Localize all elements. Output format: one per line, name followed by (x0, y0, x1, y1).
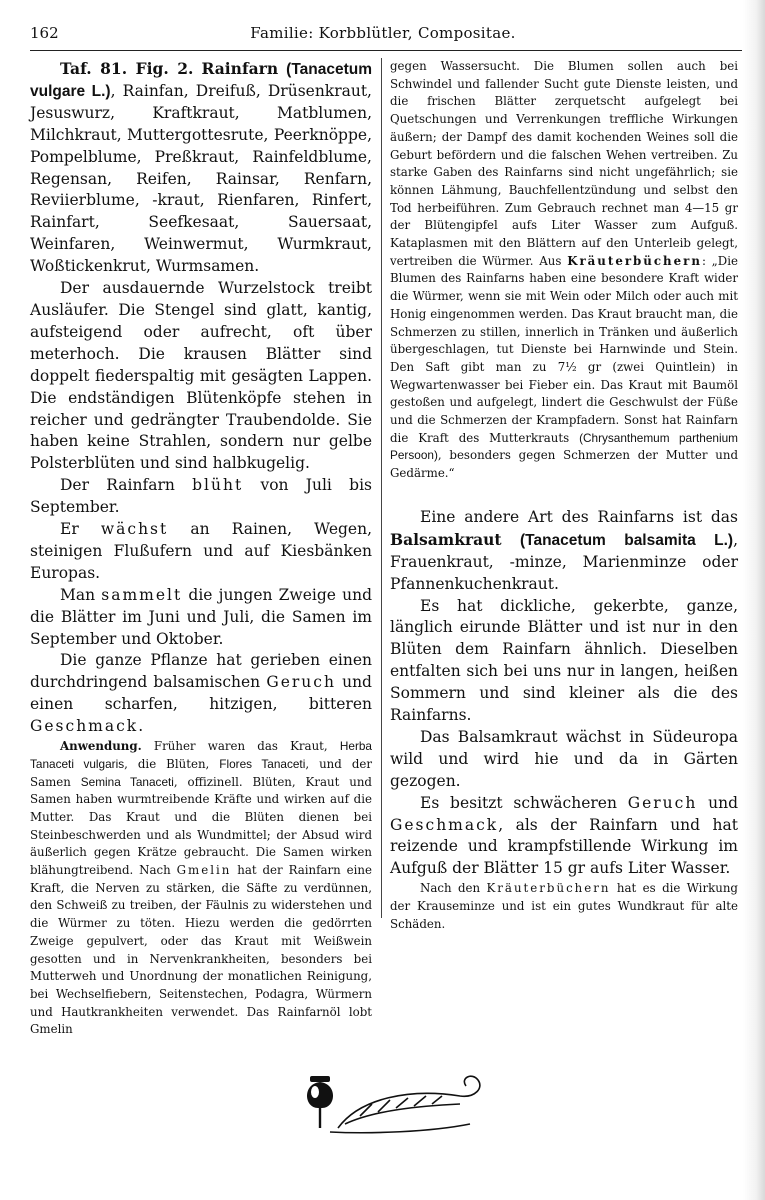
taste-keyword: Geschmack (30, 717, 139, 736)
page-number: 162 (30, 24, 59, 42)
plate-reference: Taf. 81. Fig. 2. (60, 59, 194, 78)
herbal-books-keyword: Kräuterbüchern (567, 253, 702, 268)
usage-continued-paragraph: gegen Wassersucht. Die Blumen sollen auch bei Schwindel und fallender Sucht gute Dienste leisten, und die frischen Blätter zerquetscht aufgelegt bei Quetschungen und Verrenkungen treffliche Wirkungen äußern; der Dampf des damit kochenden Weines soll die Geburt befördern und die falschen Wehen vertreiben. Zu starke Gaben des Rainfarns sind nicht ungefährlich; sie können Lähmung, Bauchfellentzündung und selbst den Tod herbeiführen. Zum Gebrauch rechnet man 4—15 gr der Blütengipfel aufs Liter Wasser zum Aufguß. Kataplasmen mit den Blättern auf den Unterleib gelegt, vertreiben die Würmer. Aus Kräuterbüchern: „Die Blumen des Rainfarns haben eine besondere Kraft wider die Würmer, wenn sie mit Wein oder Milch oder auch mit Honig eingenommen werden. Das Kraut braucht man, die Schmerzen zu stillen, innerlich in Tränken und äußerlich übergeschlagen, tut Dienste bei Harnwinde und Stein. Den Saft gibt man zu 7½ gr (zwei Quintlein) in Wegwartenwasser bei Fieber ein. Das Kraut mit Baumöl gestoßen und aufgelegt, lindert die Geschwulst der Füße und die Schmerzen der Krampfadern. Sonst hat Rainfarn die Kraft des Mutterkrauts (Chrysanthemum parthenium Persoon), besonders gegen Schmerzen der Mutter und Gedärme.“ (390, 59, 738, 481)
leaf-scroll-curl (338, 1076, 480, 1128)
plant-name: Rainfarn (201, 59, 279, 78)
balsamkraut-intro-paragraph: Eine andere Art des Rainfarns ist das Balsamkraut (Tanacetum balsamita L.), Frauenkraut, -minze, Marienminze oder Pfannenkuchenkraut. (390, 507, 738, 593)
balsamkraut-habitat-paragraph: Das Balsamkraut wächst in Südeuropa wild und wird hie und da in Gärten gezogen. (390, 727, 738, 790)
page-edge-shadow (743, 0, 765, 1200)
balsamkraut-description-paragraph: Es hat dickliche, gekerbte, ganze, länglich eirunde Blätter und ist nur in den Blüten dem Rainfarn ähnlich. Dieselben entfalten sich bei uns nur in langen, heißen Sommern und sind kleiner als die des Rainfarns. (390, 596, 738, 725)
usage-label: Anwendung. (60, 739, 142, 754)
habitat-paragraph: Er wächst an Rainen, Wegen, steinigen Flußufern und auf Kiesbänken Europas. (30, 520, 373, 582)
header-rule (30, 50, 742, 51)
habitat-keyword: wächst (100, 520, 169, 539)
flowering-keyword: blüht (192, 476, 244, 495)
page-header (30, 22, 736, 48)
synonym-list: , Rainfan, Dreifuß, Drüsenkraut, Jesuswurz, Kraftkraut, Matblumen, Milchkraut, Muttergottesrute, Peerknöppe, Pompelblume, Preßkraut, Rainfeldblume, Regensan, Reifen, Rainsar, Renfarn, Reviierblume, -kraut, Rienfaren, Rinfert, Rainfart, Seefkesaat, Sauersaat, Weinfaren, Weinwermut, Wurmkraut, Woßtickenkrut, Wurmsamen. (30, 81, 372, 276)
poppy-pod-icon (307, 1076, 333, 1128)
herbal-books-keyword-2: Kräuterbüchern (486, 881, 611, 896)
right-column (390, 58, 738, 933)
ornament-baseline (330, 1124, 470, 1133)
smell-keyword-2: Geruch (627, 793, 698, 812)
balsamkraut-name: Balsamkraut (390, 529, 502, 549)
flowering-paragraph: Der Rainfarn blüht von Juli bis September. (30, 476, 372, 517)
entry-heading (30, 58, 372, 278)
left-column (30, 58, 372, 1039)
usage-paragraph: Anwendung. Früher waren das Kraut, Herba Tanaceti vulgaris, die Blüten, Flores Tanaceti, und der Samen Semina Tanaceti, offizinell. Blüten, Kraut und Samen haben wurmtreibende Kräfte und wirken auf die Mutter. Das Kraut und die Blüten dienen bei Steinbeschwerden und als Wundmittel; der Absud wird äußerlich gegen Krätze gebraucht. Die Samen wirken blähungtreibend. Nach Gmelin hat der Rainfarn eine Kraft, die Nerven zu stärken, die Säfte zu verdünnen, den Schweiß zu treiben, der Fäulnis zu widerstehen und die Würmer zu töten. Hiezu werden die gedörrten Zweige gepulvert, oder das Kraut mit Weißwein gesotten und in Nervenkrankheiten, besonders bei Mutterweh und Unordnung der monatlichen Reinigung, bei Wechselfiebern, Seitenstechen, Podagra, Würmern und Hautkrankheiten verwendet. Das Rainfarnöl lobt Gmelin (30, 739, 372, 1037)
description-paragraph: Der ausdauernde Wurzelstock treibt Ausläufer. Die Stengel sind glatt, kantig, aufsteigend oder aufrecht, oft über meterhoch. Die krausen Blätter sind doppelt fiederspaltig mit gesägten Lappen. Die endständigen Blütenköpfe stehen in reicher und gedrängter Traubendolde. Sie haben keine Strahlen, sondern nur gelbe Polsterblüten und sind halbkugelig. (30, 279, 372, 473)
running-title: Familie: Korbblütler, Compositae. (250, 24, 516, 42)
author-gmelin: Gmelin (176, 863, 232, 878)
latin-chrysanthemum: (Chrysanthemum parthenium Persoon) (390, 430, 738, 463)
collection-paragraph: Man sammelt die jungen Zweige und die Blätter im Juni und Juli, die Samen im September und Oktober. (30, 585, 372, 648)
smell-taste-paragraph: Die ganze Pflanze hat gerieben einen durchdringend balsamischen Geruch und einen scharfen, hitzigen, bitteren Geschmack. (30, 651, 372, 736)
collection-keyword: sammelt (101, 585, 183, 604)
taste-keyword-2: Geschmack (390, 815, 499, 834)
smell-keyword: Geruch (266, 673, 336, 692)
decorative-vignette (300, 1058, 490, 1140)
balsamkraut-herbal-note: Nach den Kräuterbüchern hat es die Wirkung der Krauseminze und ist ein gutes Wundkraut für alte Schäden. (390, 881, 738, 931)
balsamkraut-latin-name: (Tanacetum balsamita L.) (501, 531, 734, 549)
balsamkraut-effect-paragraph: Es besitzt schwächeren Geruch und Geschmack, als der Rainfarn und hat reizende und krampfstillende Wirkung im Aufguß der Blätter 15 gr aufs Liter Wasser. (390, 793, 738, 878)
plant-latin-name: (Tanacetum vulgare L.) (30, 61, 372, 100)
column-divider (381, 58, 382, 918)
